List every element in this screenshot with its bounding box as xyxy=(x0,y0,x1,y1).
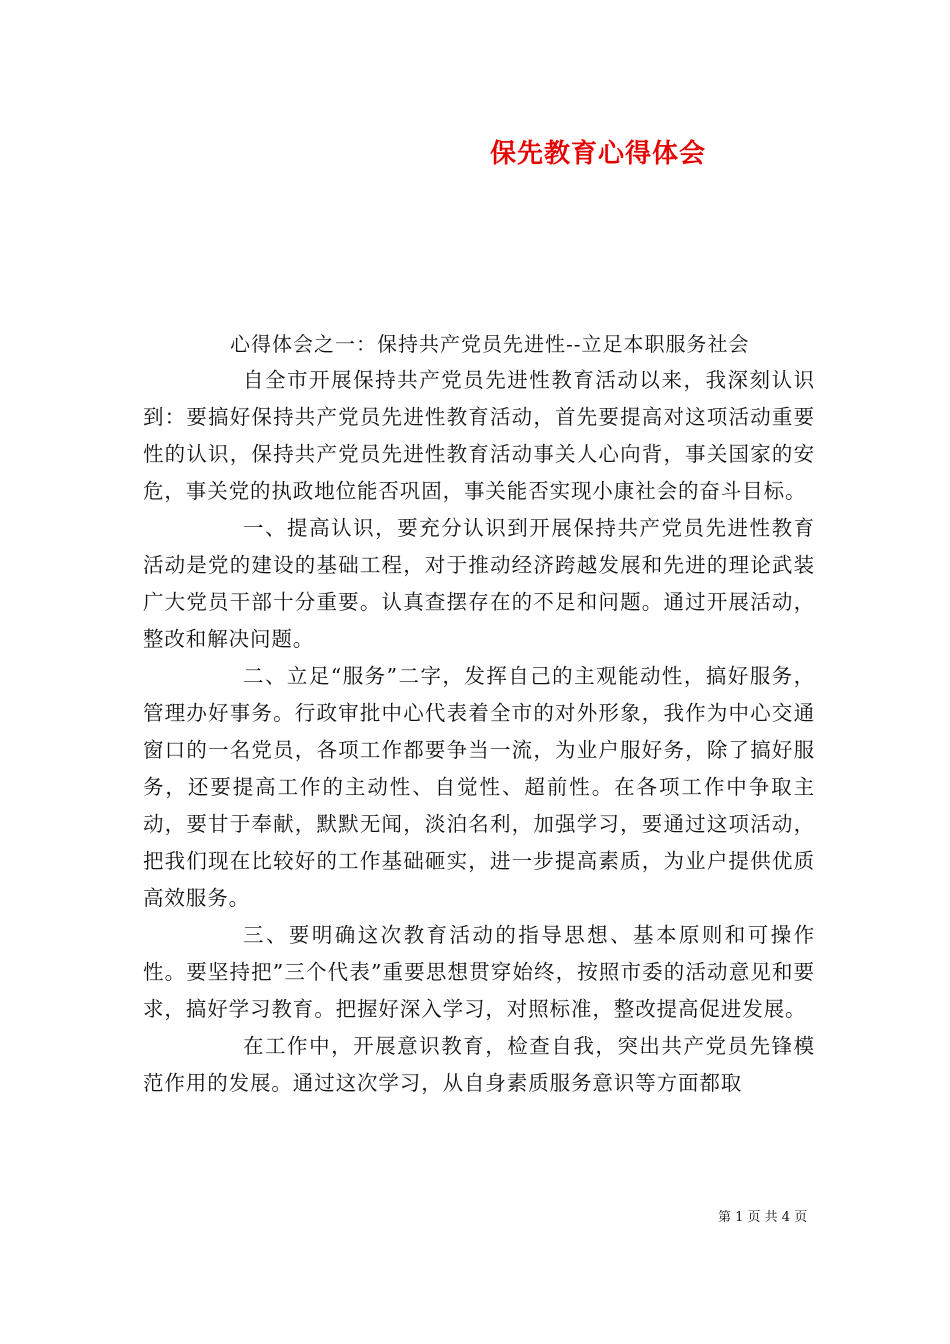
paragraph: 自全市开展保持共产党员先进性教育活动以来，我深刻认识到：要搞好保持共产党员先进性教育活动，首先要提高对这项活动重要性的认识，保持共产党员先进性教育活动事关人心向背，事关国家的安危，事关党的执政地位能否巩固，事关能否实现小康社会的奋斗目标。 xyxy=(143,368,815,503)
page-number-footer: 第 1 页 共 4 页 xyxy=(718,1210,808,1225)
paragraph: 一、提高认识，要充分认识到开展保持共产党员先进性教育活动是党的建设的基础工程，对于推动经济跨越发展和先进的理论武装广大党员干部十分重要。认真查摆存在的不足和问题。通过开展活动，整改和解决问题。 xyxy=(143,516,815,651)
paragraph: 三、要明确这次教育活动的指导思想、基本原则和可操作性。要坚持把”三个代表”重要思想贯穿始终，按照市委的活动意见和要求，搞好学习教育。把握好深入学习，对照标准，整改提高促进发展。 xyxy=(143,923,815,1021)
paragraph: 二、立足“服务”二字，发挥自己的主观能动性，搞好服务，管理办好事务。行政审批中心代表着全市的对外形象，我作为中心交通窗口的一名党员，各项工作都要争当一流，为业户服好务，除了搞好服务，还要提高工作的主动性、自觉性、超前性。在各项工作中争取主动，要甘于奉献，默默无闻，淡泊名利，加强学习，要通过这项活动，把我们现在比较好的工作基础砸实，进一步提高素质，为业户提供优质高效服务。 xyxy=(143,664,815,910)
document-title: 保先教育心得体会 xyxy=(490,139,707,169)
document-subtitle: 心得体会之一：保持共产党员先进性--立足本职服务社会 xyxy=(230,332,750,356)
paragraph: 在工作中，开展意识教育，检查自我，突出共产党员先锋模范作用的发展。通过这次学习，从自身素质服务意识等方面都取 xyxy=(143,1034,815,1095)
document-body xyxy=(143,362,815,1102)
